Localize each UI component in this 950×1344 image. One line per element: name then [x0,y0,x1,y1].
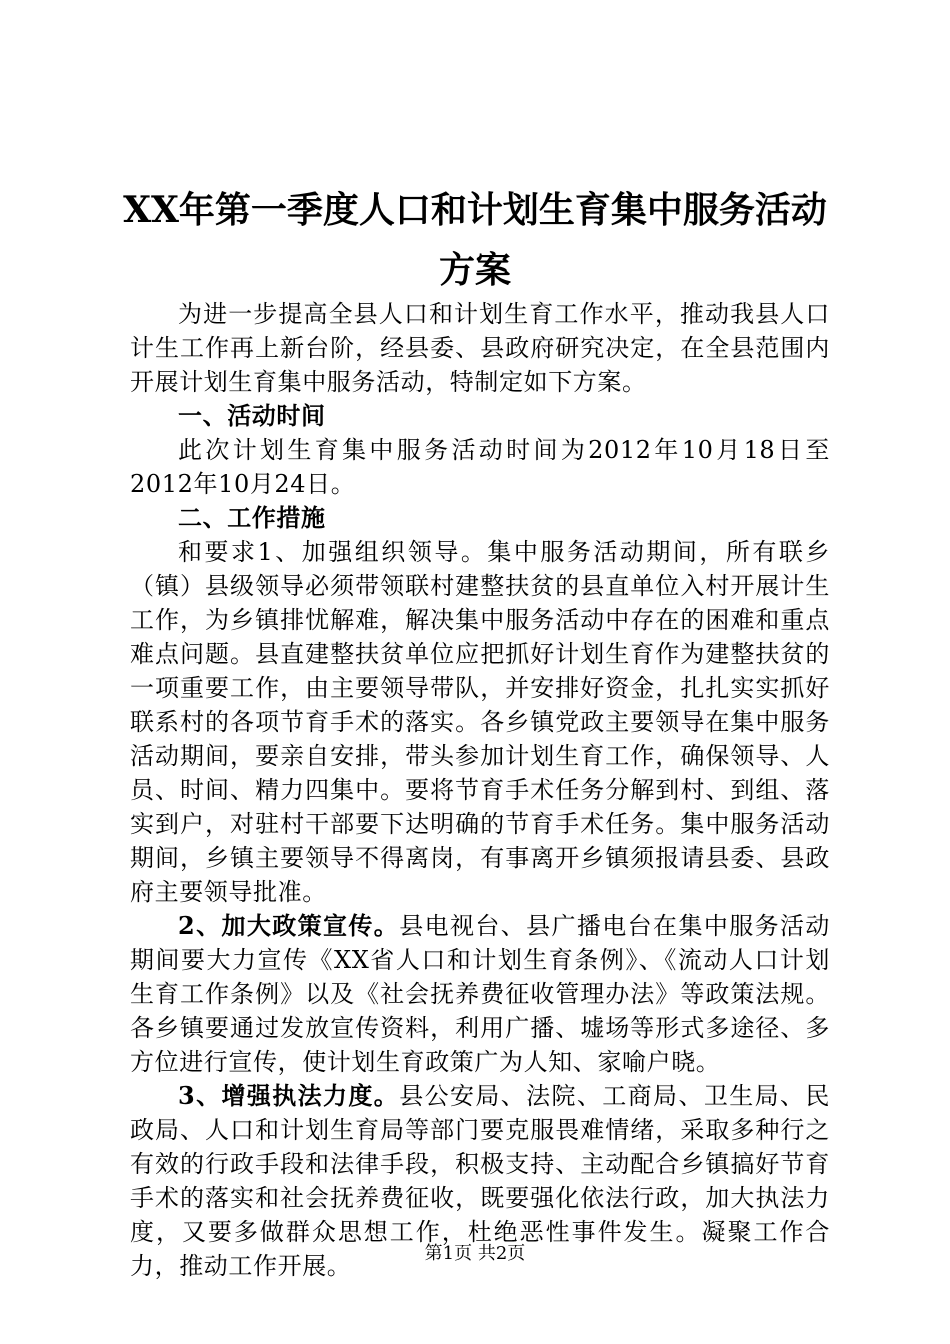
document-body [130,297,830,1283]
section2-paragraph1: 和要求1、加强组织领导。集中服务活动期间，所有联乡（镇）县级领导必须带领联村建整扶贫的县直单位入村开展计生工作，为乡镇排忧解难，解决集中服务活动中存在的困难和重点难点问题。县直建整扶贫单位应把抓好计划生育作为建整扶贫的一项重要工作，由主要领导带队，并安排好资金，扎扎实实抓好联系村的各项节育手术的落实。各乡镇党政主要领导在集中服务活动期间，要亲自安排，带头参加计划生育工作，确保领导、人员、时间、精力四集中。要将节育手术任务分解到村、到组、落实到户，对驻村干部要下达明确的节育手术任务。集中服务活动期间，乡镇主要领导不得离岗，有事离开乡镇须报请县委、县政府主要领导批准。 [130,538,830,906]
section1-heading: 一、活动时间 [178,401,326,430]
item2-paragraph [130,909,830,1079]
item2-text: 县电视台、县广播电台在集中服务活动期间要大力宣传《XX省人口和计划生育条例》、《流动人口计划生育工作条例》以及《社会抚养费征收管理办法》等政策法规。各乡镇要通过发放宣传资料，利用广播、墟场等形式多途径、多方位进行宣传，使计划生育政策广为人知、家喻户晓。 [130,912,830,1076]
item2-lead: 2、加大政策宣传。 [178,911,400,940]
item3-lead: 3、增强执法力度。 [178,1081,400,1110]
section2-heading: 二、工作措施 [178,503,326,532]
intro-paragraph: 为进一步提高全县人口和计划生育工作水平，推动我县人口计生工作再上新台阶，经县委、县政府研究决定，在全县范围内开展计划生育集中服务活动，特制定如下方案。 [130,300,830,396]
page-footer: 第1页 共2页 [424,1243,526,1264]
document-title-line1: XX年第一季度人口和计划生育集中服务活动 [123,189,827,231]
item3-text: 县公安局、法院、工商局、卫生局、民政局、人口和计划生育局等部门要克服畏难情绪，采取多种行之有效的行政手段和法律手段，积极支持、主动配合乡镇搞好节育手术的落实和社会抚养费征收，既要强化依法行政，加大执法力度，又要多做群众思想工作，杜绝恶性事件发生。凝聚工作合力，推动工作开展。 [130,1082,830,1280]
document-title-line2: 方案 [438,249,511,291]
section1-paragraph: 此次计划生育集中服务活动时间为2012年10月18日至2012年10月24日。 [130,436,830,498]
